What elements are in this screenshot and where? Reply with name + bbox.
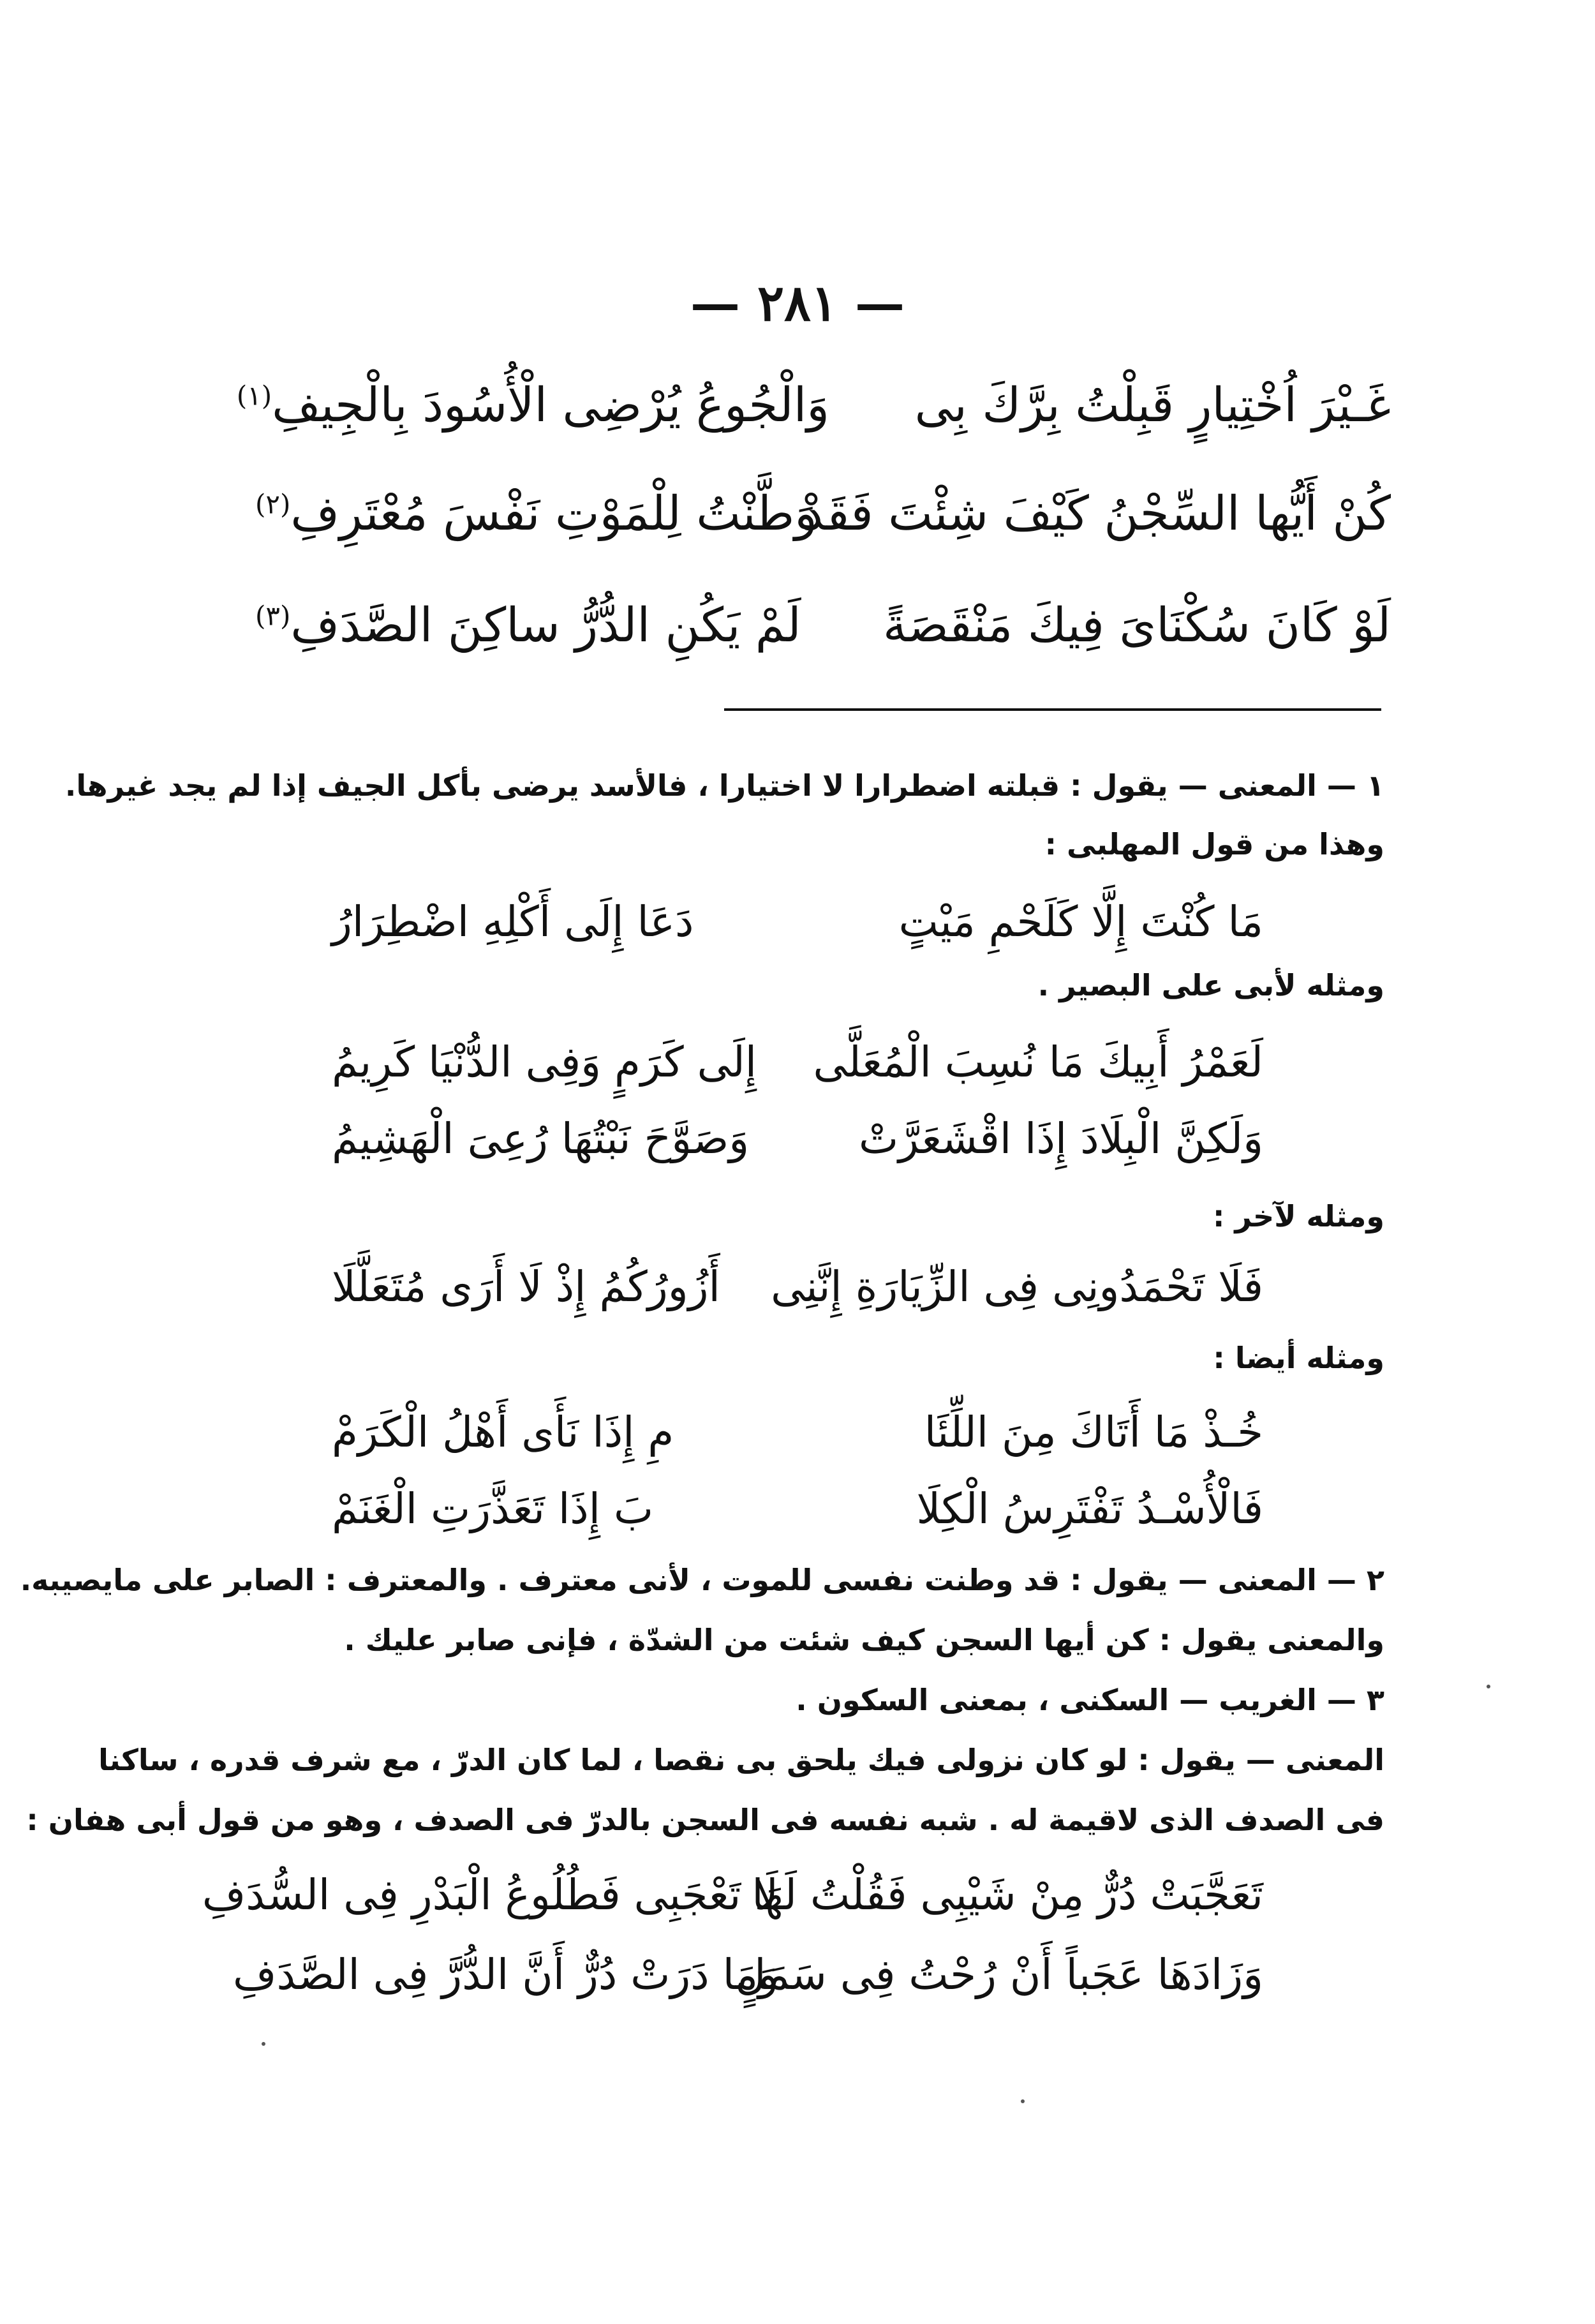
scan-speck: [1021, 2099, 1025, 2103]
main-verse-1-second-text: وَالْجُوعُ يُرْضِى الْأُسُودَ بِالْجِيفِ: [272, 378, 829, 433]
main-verse-1: [211, 367, 1391, 443]
quoted-verse-2b-second: وَصَوَّحَ نَبْتُهَا رُعِىَ الْهَشِيمُ: [332, 1114, 750, 1163]
quoted-verse-1-first: مَا كُنْتَ إِلَّا كَلَحْمِ مَيْتٍ: [898, 897, 1263, 946]
note-2-line-1: ٢ — المعنى — يقول : قد وطنت نفسى للموت ، لأنى معترف . والمعترف : الصابر على مايصيبه.: [20, 1563, 1384, 1597]
quoted-verse-4a-second: مِ إِذَا نَأَى أَهْلُ الْكَرَمْ: [332, 1408, 674, 1457]
note-2-line-2: والمعنى يقول : كن أيها السجن كيف شئت من الشدّة ، فإنى صابر عليك .: [344, 1623, 1384, 1657]
quoted-verse-4b-first: فَالْأُسْـدُ تَفْتَرِسُ الْكِلَا: [916, 1484, 1263, 1533]
note-3-line-1: ٣ — الغريب — السكنى ، بمعنى السكون .: [796, 1683, 1384, 1717]
scan-speck: [1487, 1685, 1490, 1688]
scan-speck: [262, 2042, 265, 2046]
quoted-verse-2a: [332, 1027, 1263, 1098]
quoted-verse-1: [332, 887, 1263, 957]
quoted-verse-2b-first: وَلَكِنَّ الْبِلَادَ إِذَا اقْشَعَرَّتْ: [859, 1114, 1263, 1163]
footnote-ref-3: (٣): [255, 600, 291, 632]
quoted-verse-1-second: دَعَا إِلَى أَكْلِهِ اضْطِرَارُ: [332, 897, 694, 946]
main-verse-2-second-hemistich: [255, 475, 829, 552]
quoted-verse-4a: [332, 1397, 1263, 1468]
quoted-verse-5b-second: وَمَا دَرَتْ دُرٌّ أَنَّ الدُّرَّ فِى الصَّدَفِ: [233, 1950, 778, 1999]
quoted-verse-4b-second: بَ إِذَا تَعَذَّرَتِ الْغَنَمْ: [332, 1484, 654, 1533]
quoted-verse-5b: [233, 1940, 1263, 2010]
note-1-line-1: ١ — المعنى — يقول : قبلته اضطرارا لا اختيارا ، فالأسد يرضى بأكل الجيف إذا لم يجد غيرها.: [64, 768, 1384, 803]
quoted-verse-4a-first: خُـذْ مَا أَتَاكَ مِنَ اللِّئَا: [924, 1408, 1263, 1457]
quoted-verse-2b: [332, 1104, 1263, 1174]
note-1-line-4: ومثله لآخر :: [1213, 1199, 1384, 1233]
note-1-line-5: ومثله أيضا :: [1213, 1341, 1384, 1375]
quoted-verse-2a-first: لَعَمْرُ أَبِيكَ مَا نُسِبَ الْمُعَلَّى: [813, 1038, 1263, 1087]
quoted-verse-3-second: أَزُورُكُمُ إِذْ لَا أَرَى مُتَعَلَّلَا: [332, 1262, 720, 1311]
quoted-verse-4b: [332, 1474, 1263, 1544]
footnote-separator: [724, 708, 1381, 711]
quoted-verse-5a: [202, 1860, 1263, 1930]
main-verse-2-first-hemistich: كُنْ أَيُّها السِّجْنُ كَيْفَ شِئْتَ فَقَدْ: [801, 486, 1391, 541]
quoted-verse-3: [332, 1252, 1263, 1322]
note-1-line-2: وهذا من قول المهلبى :: [1044, 827, 1384, 861]
footnote-ref-2: (٢): [255, 488, 291, 520]
main-verse-2-second-text: وَطَّنْتُ لِلْمَوْتِ نَفْسَ مُعْتَرِفِ: [290, 486, 817, 541]
quoted-verse-5b-first: وَزَادَهَا عَجَباً أَنْ رُحْتُ فِى سَمَلٍ: [735, 1950, 1263, 1999]
note-1-line-3: ومثله لأبى على البصير .: [1037, 968, 1384, 1002]
main-verse-3-second-hemistich: [255, 587, 829, 664]
main-verse-3-second-text: لَمْ يَكُنِ الدُّرُّ ساكِنَ الصَّدَفِ: [290, 598, 801, 653]
main-verse-1-second-hemistich: [236, 367, 829, 443]
page-number: — ٢٨١ —: [690, 274, 905, 332]
quoted-verse-2a-second: إِلَى كَرَمٍ وَفِى الدُّنْيَا كَرِيمُ: [332, 1038, 757, 1087]
main-verse-3: [211, 587, 1391, 664]
note-3-line-3: فى الصدف الذى لاقيمة له . شبه نفسه فى السجن بالدرّ فى الصدف ، وهو من قول أبى هفان :: [26, 1803, 1384, 1837]
main-verse-3-first-hemistich: لَوْ كَانَ سُكْنَاىَ فِيكَ مَنْقَصَةً: [883, 598, 1391, 653]
note-3-line-2: المعنى — يقول : لو كان نزولى فيك يلحق بى نقصا ، لما كان الدرّ ، مع شرف قدره ، ساكنا: [98, 1743, 1384, 1777]
footnote-ref-1: (١): [236, 380, 272, 412]
main-verse-2: [211, 475, 1391, 552]
main-verse-1-first-hemistich: غَـيْرَ اُخْتِيارٍ قَبِلْتُ بِرَّكَ بِى: [914, 378, 1391, 433]
quoted-verse-5a-first: تَعَجَّبَتْ دُرٌّ مِنْ شَيْبِى فَقُلْتُ لَهَا: [752, 1870, 1263, 1919]
quoted-verse-3-first: فَلَا تَحْمَدُونِى فِى الزِّيَارَةِ إِنَّنِى: [771, 1262, 1263, 1311]
quoted-verse-5a-second: لَا تَعْجَبِى فَطُلُوعُ الْبَدْرِ فِى السُّدَفِ: [202, 1870, 778, 1919]
